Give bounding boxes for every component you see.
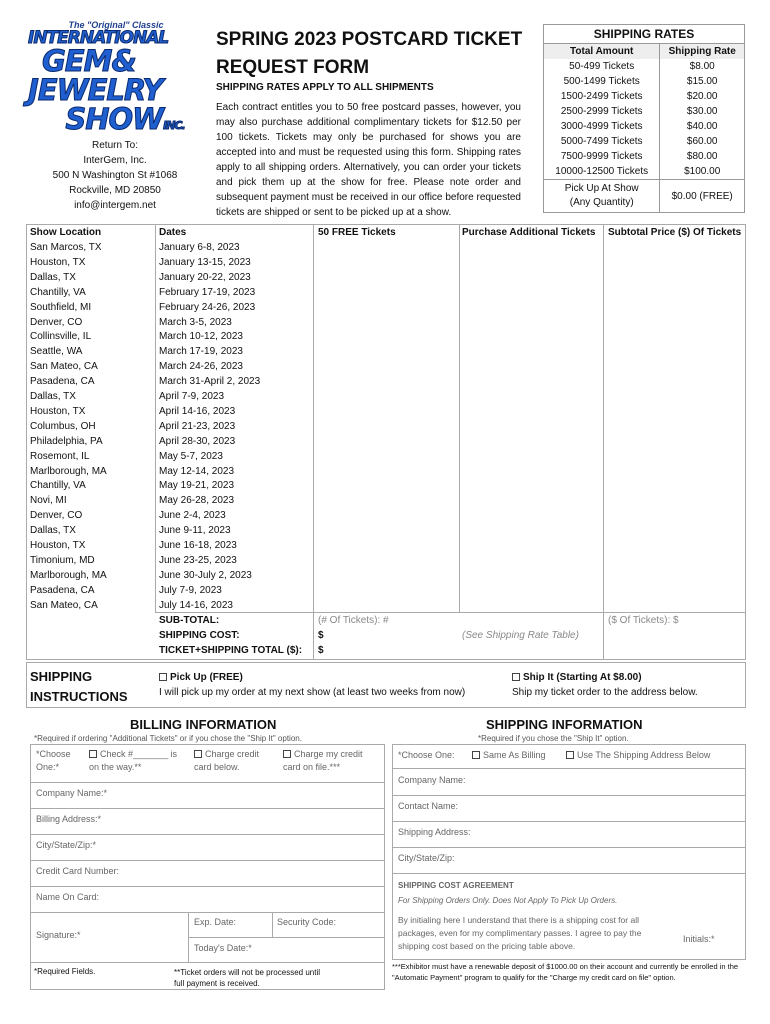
check-checkbox[interactable]: [89, 750, 97, 758]
shipping-dollar[interactable]: $: [318, 630, 324, 641]
rate-row: [544, 134, 744, 149]
show-location: Novi, MI: [30, 495, 67, 507]
show-location: Houston, TX: [30, 540, 86, 551]
exp-date-field[interactable]: Exp. Date:: [194, 917, 237, 927]
pickup-label1: Pick Up At Show: [564, 183, 639, 194]
return-street: 500 N Washington St #1068: [52, 170, 178, 181]
shipping-note: *Required if you chose the "Ship It" option.: [478, 734, 629, 743]
check-label: Check #_______ is on the way.**: [89, 749, 178, 772]
show-dates: January 20-22, 2023: [159, 271, 251, 283]
show-dates: March 31-April 2, 2023: [159, 376, 261, 388]
ship-title: Ship It (Starting At $8.00): [523, 672, 642, 683]
ship-instr-label1: SHIPPING: [30, 669, 93, 684]
initials-field[interactable]: Initials:*: [683, 934, 715, 944]
shipping-rates-table: [543, 24, 745, 213]
check-option[interactable]: [89, 748, 184, 774]
rate-value: $60.00: [686, 136, 718, 147]
show-dates: May 12-14, 2023: [159, 465, 235, 477]
show-location: Columbus, OH: [30, 420, 96, 432]
rate-value: $40.00: [686, 121, 718, 132]
show-location: Philadelphia, PA: [30, 435, 103, 447]
rate-row: [544, 104, 744, 119]
show-location: Dallas, TX: [30, 271, 76, 283]
col-purchase: Purchase Additional Tickets: [462, 227, 596, 238]
ship-desc: Ship my ticket order to the address below.: [512, 687, 698, 698]
rate-amount: 5000-7499 Tickets: [544, 134, 660, 149]
pickup-rate: $0.00 (FREE): [671, 190, 733, 202]
rate-row: [544, 74, 744, 89]
ship-company-field[interactable]: Company Name:: [398, 775, 466, 785]
return-city: Rockville, MD 20850: [69, 185, 161, 196]
show-location: Southfield, MI: [30, 301, 92, 313]
show-dates: June 30-July 2, 2023: [159, 569, 252, 581]
show-location: Dallas, TX: [30, 525, 76, 537]
show-dates: June 2-4, 2023: [159, 510, 226, 522]
show-location: Chantilly, VA: [30, 286, 86, 298]
col-free-tickets: 50 FREE Tickets: [318, 227, 396, 238]
show-location: Seattle, WA: [30, 346, 83, 358]
show-location: Chantilly, VA: [30, 480, 86, 492]
same-billing-label: Same As Billing: [483, 750, 546, 760]
show-dates: April 14-16, 2023: [159, 405, 236, 417]
billing-city-field[interactable]: City/State/Zip:*: [36, 840, 97, 850]
ship-option[interactable]: [512, 670, 698, 700]
ship-instr-label: [30, 667, 128, 707]
order-table: [26, 224, 746, 660]
today-date-field[interactable]: Today's Date:*: [194, 943, 252, 953]
billing-company-field[interactable]: Company Name:*: [36, 788, 108, 798]
show-dates: July 7-9, 2023: [159, 584, 222, 596]
payment-note: **Ticket orders will not be processed until full payment is received.: [174, 968, 320, 988]
use-address-option[interactable]: [566, 750, 710, 760]
ship-instr-label2: INSTRUCTIONS: [30, 689, 128, 704]
show-dates: April 21-23, 2023: [159, 420, 236, 432]
rate-value: $20.00: [686, 91, 718, 102]
show-location: Dallas, TX: [30, 391, 76, 402]
show-dates: January 13-15, 2023: [159, 256, 251, 268]
rate-amount: 2500-2999 Tickets: [544, 104, 660, 119]
name-on-card-field[interactable]: Name On Card:: [36, 892, 100, 902]
page-title: [216, 26, 522, 82]
rate-amount: 3000-4999 Tickets: [544, 119, 660, 134]
show-dates: May 26-28, 2023: [159, 495, 235, 507]
rate-amount: 7500-9999 Tickets: [544, 149, 660, 164]
total-dollar[interactable]: $: [318, 645, 324, 656]
billing-note: *Required if ordering "Additional Tickets" or if you chose the "Ship It" option.: [34, 734, 302, 743]
billing-title: BILLING INFORMATION: [130, 717, 277, 732]
total-label: TICKET+SHIPPING TOTAL ($):: [159, 645, 303, 656]
show-location: Collinsville, IL: [30, 331, 92, 343]
col-subtotal: Subtotal Price ($) Of Tickets: [608, 227, 742, 238]
same-billing-checkbox[interactable]: [472, 751, 480, 759]
rate-amount: 1500-2499 Tickets: [544, 89, 660, 104]
rate-value: $100.00: [684, 166, 721, 177]
show-dates: March 24-26, 2023: [159, 361, 243, 373]
intro-paragraph: Each contract entitles you to 50 free postcard passes, however, you may also purchase additional complimentary tickets for $12.50 per 100 tickets. Tickets may only be purchased for shows you are accepted into and must be requested using this form. Shipping rates apply to all shipping orders. Alternatively, you can order your tickets and pick them up at the show for free. Please note order and subsequent payment must be received in our office before requested tickets are shipped or sent to be picked up at a show.: [216, 102, 521, 218]
rate-row: [544, 119, 744, 134]
exhibitor-footnote: ***Exhibitor must have a renewable deposit of $1000.00 on their account and currently be enrolled in the "Automatic Payment" program to qualify for the "Charge my credit card on file" option.: [392, 962, 739, 982]
contact-name-field[interactable]: Contact Name:: [398, 801, 459, 811]
show-dates: May 5-7, 2023: [159, 450, 223, 462]
billing-choose: *Choose One:*: [36, 749, 71, 772]
return-label: Return To:: [92, 140, 138, 151]
shipping-info-title: SHIPPING INFORMATION: [486, 717, 643, 732]
show-dates: April 7-9, 2023: [159, 391, 225, 402]
file-option[interactable]: [283, 748, 378, 774]
num-tickets-field[interactable]: (# Of Tickets): #: [318, 615, 389, 626]
rate-row: [544, 59, 744, 74]
use-address-checkbox[interactable]: [566, 751, 574, 759]
rate-col-rate: Shipping Rate: [660, 44, 744, 59]
rate-row: [544, 89, 744, 104]
show-location: Denver, CO: [30, 316, 83, 328]
show-dates: March 17-19, 2023: [159, 346, 243, 358]
return-company: InterGem, Inc.: [83, 155, 147, 166]
logo-line3: JEWELRY: [28, 73, 163, 107]
agreement-title: SHIPPING COST AGREEMENT: [398, 881, 514, 890]
credit-checkbox[interactable]: [194, 750, 202, 758]
same-billing-option[interactable]: [472, 750, 546, 760]
required-note: *Required Fields.: [34, 967, 96, 976]
show-location: San Mateo, CA: [30, 361, 98, 373]
file-checkbox[interactable]: [283, 750, 291, 758]
logo-line4: SHOW: [65, 102, 164, 136]
agreement-text: By initialing here I understand that there is a shipping cost for all packages, even for my complimentary passes. I agree to pay the shipping cost based on the pricing table above.: [398, 915, 642, 951]
show-logo: [28, 20, 204, 138]
shipping-address-field[interactable]: Shipping Address:: [398, 827, 471, 837]
pickup-option[interactable]: [159, 670, 465, 700]
rate-row: [544, 149, 744, 164]
subtotal-label: SUB-TOTAL:: [159, 615, 220, 626]
show-dates: June 16-18, 2023: [159, 540, 237, 551]
show-dates: February 17-19, 2023: [159, 286, 256, 298]
show-location: Pasadena, CA: [30, 376, 95, 388]
dollar-tickets-field[interactable]: ($ Of Tickets): $: [608, 615, 679, 626]
rate-value: $8.00: [689, 61, 715, 72]
col-dates: Dates: [159, 227, 187, 238]
pickup-label2: (Any Quantity): [569, 197, 634, 208]
logo-tagline: The "Original" Classic: [68, 20, 164, 30]
col-show-location: Show Location: [30, 227, 102, 238]
shipping-cost-label: SHIPPING COST:: [159, 630, 240, 641]
return-email: info@intergem.net: [74, 200, 156, 211]
pickup-title: Pick Up (FREE): [170, 672, 243, 683]
show-location: Houston, TX: [30, 405, 86, 417]
credit-label: Charge credit card below.: [194, 749, 260, 772]
pickup-desc: I will pick up my order at my next show (at least two weeks from now): [159, 687, 466, 698]
show-dates: January 6-8, 2023: [159, 242, 240, 253]
credit-option[interactable]: [194, 748, 274, 774]
agreement-sub: For Shipping Orders Only. Does Not Apply To Pick Up Orders.: [398, 896, 618, 905]
title-line2: REQUEST FORM: [216, 57, 370, 78]
logo-line1: INTERNATIONAL: [28, 28, 169, 48]
title-line1: SPRING 2023 POSTCARD TICKET: [216, 29, 523, 50]
pickup-checkbox[interactable]: [159, 673, 167, 681]
show-dates: July 14-16, 2023: [159, 599, 233, 611]
shipping-subhead: SHIPPING RATES APPLY TO ALL SHIPMENTS: [216, 82, 434, 93]
logo-line2: GEM&: [42, 44, 136, 78]
ship-city-field[interactable]: City/State/Zip:: [398, 853, 455, 863]
file-label: Charge my credit card on file.***: [283, 749, 363, 772]
shipping-rates-title: SHIPPING RATES: [544, 25, 744, 44]
show-location: San Marcos, TX: [30, 242, 102, 253]
show-location: Houston, TX: [30, 256, 86, 268]
show-location: Pasadena, CA: [30, 584, 95, 596]
signature-field[interactable]: Signature:*: [36, 930, 81, 940]
show-dates: June 9-11, 2023: [159, 525, 231, 537]
show-dates: May 19-21, 2023: [159, 480, 235, 492]
rate-value: $15.00: [686, 76, 718, 87]
show-dates: February 24-26, 2023: [159, 301, 256, 313]
rate-row: [544, 164, 744, 180]
card-number-field[interactable]: Credit Card Number:: [36, 866, 120, 876]
rate-value: $80.00: [686, 151, 718, 162]
use-address-label: Use The Shipping Address Below: [577, 750, 711, 760]
show-location: Denver, CO: [30, 510, 83, 522]
show-location: Marlborough, MA: [30, 465, 107, 477]
billing-address-field[interactable]: Billing Address:*: [36, 814, 102, 824]
logo-suffix: INC.: [163, 119, 185, 132]
show-location: Rosemont, IL: [30, 450, 90, 462]
rate-amount: 50-499 Tickets: [544, 59, 660, 74]
show-location: Timonium, MD: [30, 554, 95, 566]
show-dates: April 28-30, 2023: [159, 435, 236, 447]
ship-checkbox[interactable]: [512, 673, 520, 681]
rate-amount: 10000-12500 Tickets: [544, 164, 660, 180]
rate-amount: 500-1499 Tickets: [544, 74, 660, 89]
show-location: San Mateo, CA: [30, 599, 98, 611]
ship-choose: *Choose One:: [398, 750, 455, 760]
show-location: Marlborough, MA: [30, 569, 107, 581]
show-dates: March 10-12, 2023: [159, 331, 243, 343]
rate-value: $30.00: [686, 106, 718, 117]
show-dates: March 3-5, 2023: [159, 316, 232, 328]
see-rate-note: (See Shipping Rate Table): [462, 630, 579, 641]
show-dates: June 23-25, 2023: [159, 554, 237, 566]
rate-col-amount: Total Amount: [544, 44, 660, 59]
return-address: [40, 138, 190, 213]
security-code-field[interactable]: Security Code:: [277, 917, 337, 927]
